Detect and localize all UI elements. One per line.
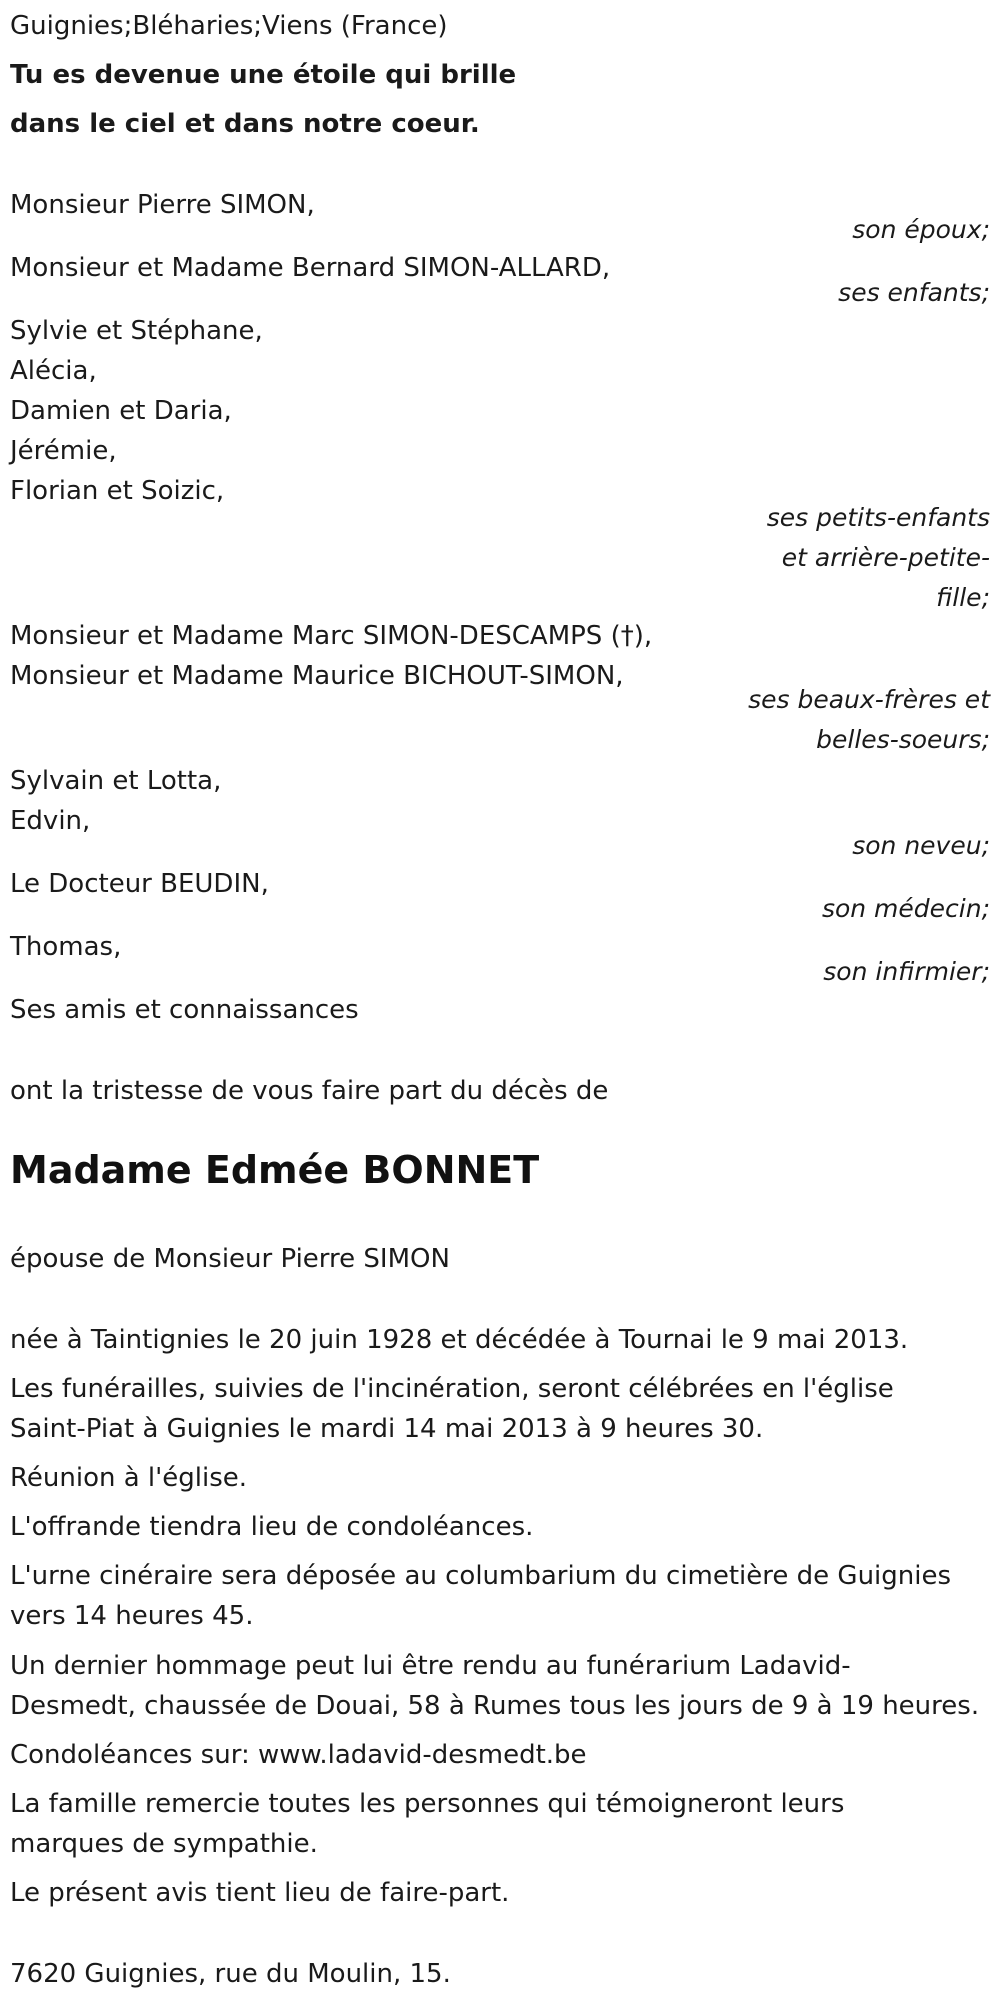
notice-line: Le présent avis tient lieu de faire-part. — [10, 1878, 510, 1908]
doctor-name: Le Docteur BEUDIN, — [10, 869, 269, 899]
birth-death-line: née à Taintignies le 20 juin 1928 et décédée à Tournai le 9 mai 2013. — [10, 1325, 909, 1355]
thanks-line-2: marques de sympathie. — [10, 1829, 318, 1859]
funeral-line-1: Les funérailles, suivies de l'incinération, seront célébrées en l'église — [10, 1374, 894, 1404]
verse-line-2: dans le ciel et dans notre coeur. — [10, 109, 480, 139]
grandchildren-relation-1: ses petits-enfants — [766, 503, 990, 532]
grandchild-2: Alécia, — [10, 356, 97, 386]
condolences-line: Condoléances sur: www.ladavid-desmedt.be — [10, 1740, 587, 1770]
doctor-relation: son médecin; — [821, 894, 990, 923]
tribute-line-1: Un dernier hommage peut lui être rendu au funérarium Ladavid- — [10, 1651, 851, 1681]
grandchildren-relation-3: fille; — [936, 583, 990, 612]
urn-line-1: L'urne cinéraire sera déposée au columbarium du cimetière de Guignies — [10, 1561, 952, 1591]
inlaw-2: Monsieur et Madame Maurice BICHOUT-SIMON, — [10, 661, 624, 691]
spouse-of-line: épouse de Monsieur Pierre SIMON — [10, 1244, 450, 1274]
friends-line: Ses amis et connaissances — [10, 995, 359, 1025]
grandchildren-relation-2: et arrière-petite- — [781, 543, 990, 572]
offering-line: L'offrande tiendra lieu de condoléances. — [10, 1512, 534, 1542]
inlaw-1: Monsieur et Madame Marc SIMON-DESCAMPS (†), — [10, 621, 653, 651]
nephew-relation: son neveu; — [852, 831, 990, 860]
spouse-relation: son époux; — [852, 215, 990, 244]
grandchild-1: Sylvie et Stéphane, — [10, 316, 263, 346]
meeting-line: Réunion à l'église. — [10, 1463, 248, 1493]
funeral-line-2: Saint-Piat à Guignies le mardi 14 mai 2013 à 9 heures 30. — [10, 1414, 764, 1444]
spouse-name: Monsieur Pierre SIMON, — [10, 190, 315, 220]
children-name: Monsieur et Madame Bernard SIMON-ALLARD, — [10, 253, 611, 283]
nurse-name: Thomas, — [10, 932, 122, 962]
thanks-line-1: La famille remercie toutes les personnes qui témoigneront leurs — [10, 1789, 845, 1819]
inlaws-relation-2: belles-soeurs; — [816, 725, 990, 754]
deceased-name: Madame Edmée BONNET — [10, 1148, 540, 1192]
grandchild-5: Florian et Soizic, — [10, 476, 225, 506]
children-relation: ses enfants; — [838, 278, 990, 307]
address-line: 7620 Guignies, rue du Moulin, 15. — [10, 1959, 451, 1989]
announcement-intro: ont la tristesse de vous faire part du décès de — [10, 1076, 609, 1106]
grandchild-4: Jérémie, — [10, 436, 117, 466]
nurse-relation: son infirmier; — [823, 957, 990, 986]
nephew-1: Sylvain et Lotta, — [10, 766, 222, 796]
nephew-2: Edvin, — [10, 806, 91, 836]
inlaws-relation-1: ses beaux-frères et — [748, 685, 990, 714]
verse-line-1: Tu es devenue une étoile qui brille — [10, 60, 517, 90]
tribute-line-2: Desmedt, chaussée de Douai, 58 à Rumes tous les jours de 9 à 19 heures. — [10, 1691, 980, 1721]
grandchild-3: Damien et Daria, — [10, 396, 232, 426]
urn-line-2: vers 14 heures 45. — [10, 1601, 254, 1631]
location-line: Guignies;Bléharies;Viens (France) — [10, 11, 448, 41]
